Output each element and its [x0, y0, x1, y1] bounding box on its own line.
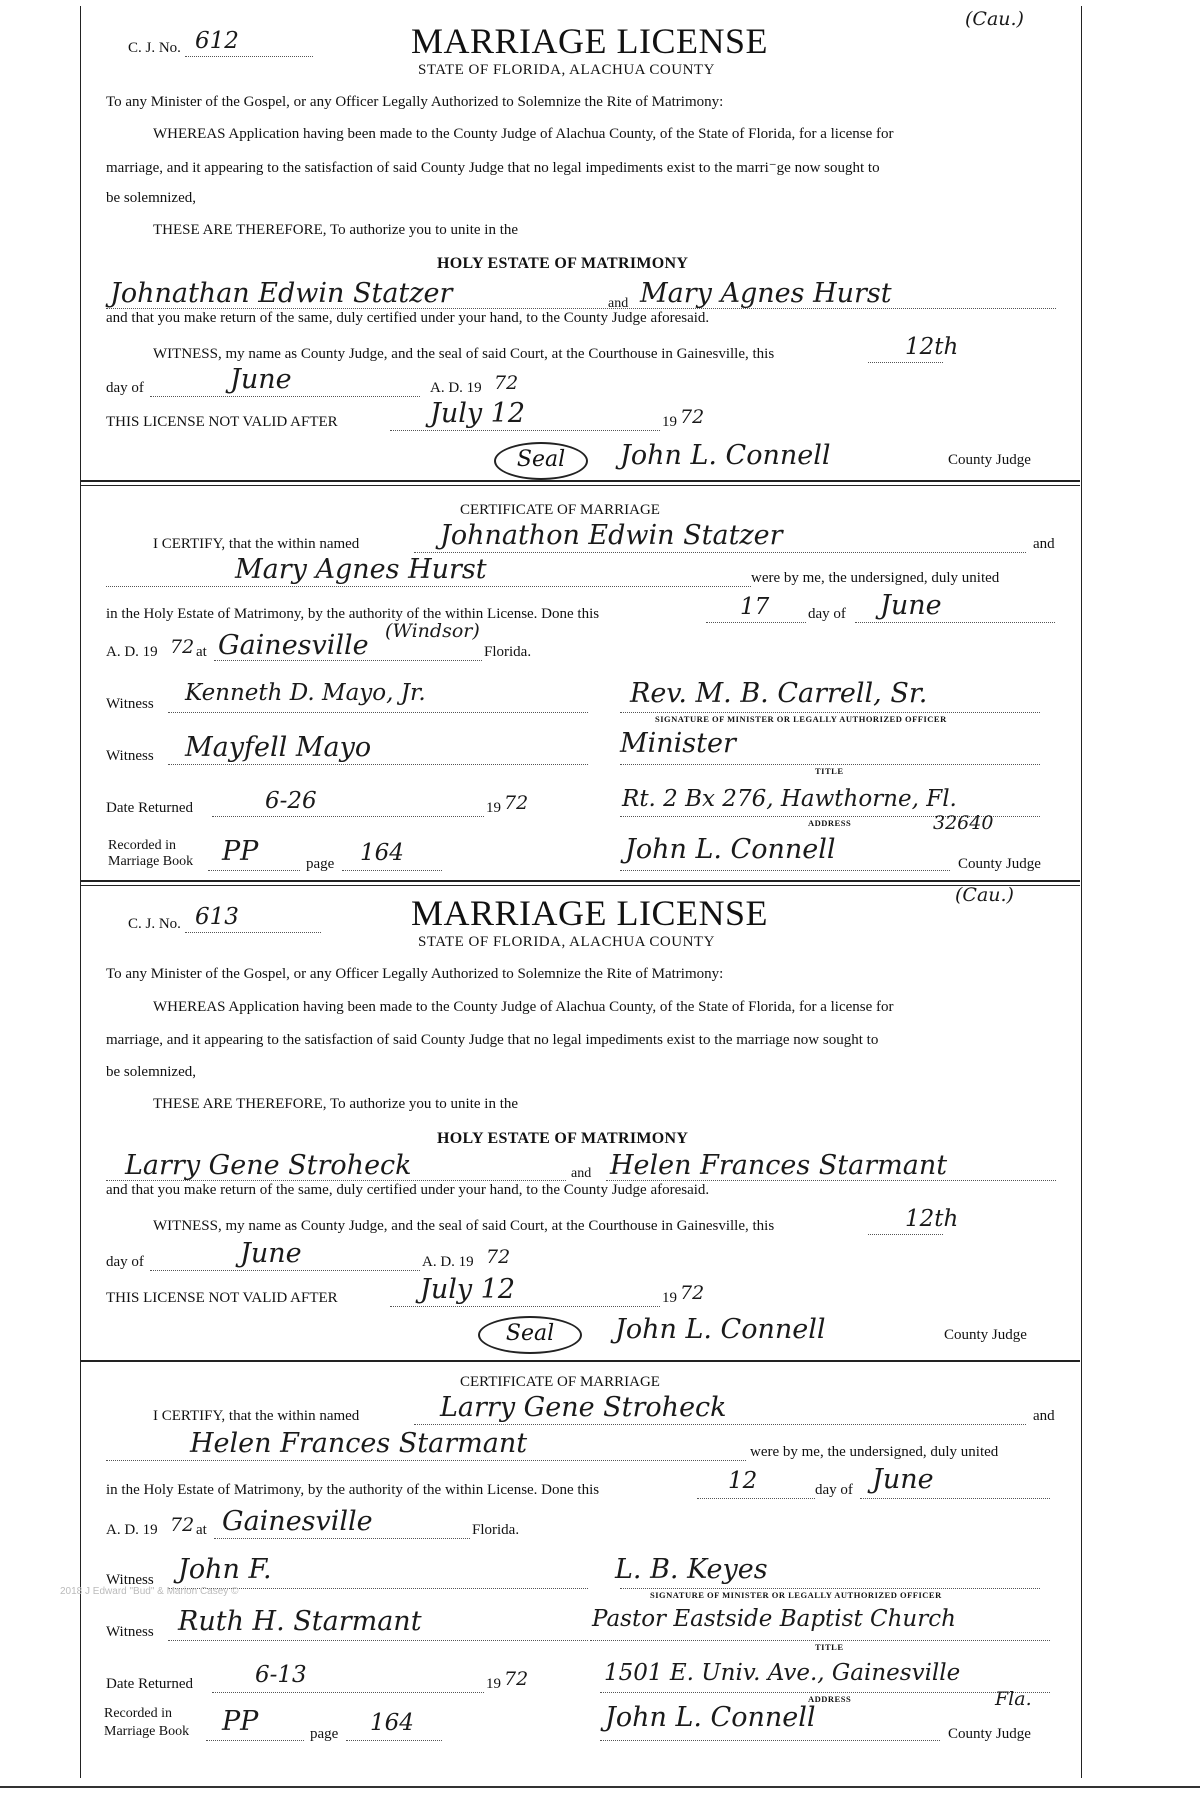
not-valid-date: July 12 — [430, 398, 526, 429]
holy-estate-heading: HOLY ESTATE OF MATRIMONY — [437, 1130, 689, 1147]
officiant-address: Rt. 2 Bx 276, Hawthorne, Fl. — [622, 786, 957, 812]
recorder-signature: John L. Connell — [605, 1702, 816, 1733]
returned-year: 72 — [504, 792, 529, 814]
cert-and-word: and — [1033, 1408, 1055, 1424]
bride-name: Helen Frances Starmant — [610, 1150, 948, 1181]
bride-name: Mary Agnes Hurst — [640, 278, 892, 309]
holy-estate-heading: HOLY ESTATE OF MATRIMONY — [437, 255, 689, 272]
florida-label: Florida. — [472, 1522, 520, 1538]
witness-label-1: Witness — [106, 1572, 154, 1588]
page-label: page — [306, 856, 335, 872]
license-title: MARRIAGE LICENSE — [411, 893, 768, 933]
ad-label-2: A. D. 19 — [106, 644, 158, 660]
whereas-line-2: marriage, and it appearing to the satisfaction of said County Judge that no legal impediments exist to the marriage now sought to — [106, 1032, 879, 1048]
not-valid-year: 72 — [680, 1282, 705, 1304]
returned-year-label: 19 — [486, 1676, 501, 1692]
cj-number: 613 — [195, 904, 239, 930]
and-word: and — [571, 1166, 592, 1181]
not-valid-year-label: 19 — [662, 1290, 677, 1306]
date-returned: 6-13 — [255, 1662, 307, 1688]
officiant-address: 1501 E. Univ. Ave., Gainesville — [604, 1660, 961, 1686]
cert-bride-name: Mary Agnes Hurst — [235, 554, 487, 585]
address-zip: 32640 — [933, 812, 994, 834]
bottom-rule — [0, 1786, 1200, 1788]
returned-year: 72 — [504, 1668, 529, 1690]
not-valid-label: THIS LICENSE NOT VALID AFTER — [106, 414, 338, 430]
county-judge-label-2: County Judge — [948, 1726, 1031, 1742]
whereas-line-3: be solemnized, — [106, 1064, 196, 1080]
officiant-signature: L. B. Keyes — [615, 1554, 768, 1585]
certify-label: I CERTIFY, that the within named — [153, 1408, 360, 1424]
issue-month: June — [230, 364, 292, 395]
issue-day: 12th — [905, 1206, 959, 1232]
whereas-line-1: WHEREAS Application having been made to the County Judge of Alachua County, of the State of Florida, for a license for — [153, 126, 894, 142]
recorder-signature: John L. Connell — [625, 834, 836, 865]
witness-label-2: Witness — [106, 748, 154, 764]
whereas-line-3: be solemnized, — [106, 190, 196, 206]
address-zip: Fla. — [995, 1688, 1032, 1710]
marriage-book: PP — [222, 836, 259, 867]
witness-line: WITNESS, my name as County Judge, and the seal of said Court, at the Courthouse in Gainesville, this — [153, 1218, 775, 1234]
seal-mark: Seal — [478, 1316, 582, 1354]
section-divider — [80, 480, 1080, 486]
page-number: 164 — [360, 840, 404, 866]
ad-label: A. D. 19 — [422, 1254, 474, 1270]
county-judge-label: County Judge — [948, 452, 1031, 468]
and-word: and — [608, 296, 629, 311]
witness-label-1: Witness — [106, 696, 154, 712]
witness-label-2: Witness — [106, 1624, 154, 1640]
signature-caption: SIGNATURE OF MINISTER OR LEGALLY AUTHORIZED OFFICER — [650, 1590, 942, 1600]
recorded-label-1: Recorded in — [104, 1706, 173, 1721]
marriage-place: Gainesville — [218, 630, 369, 661]
certify-label: I CERTIFY, that the within named — [153, 536, 360, 552]
county-judge-label: County Judge — [944, 1327, 1027, 1343]
return-line: and that you make return of the same, duly certified under your hand, to the County Judge aforesaid. — [106, 310, 710, 326]
done-day: 17 — [740, 594, 770, 620]
ad-label: A. D. 19 — [430, 380, 482, 396]
license-title: MARRIAGE LICENSE — [411, 21, 768, 61]
witness-1-name: John F. — [178, 1554, 272, 1585]
therefore-line: THESE ARE THEREFORE, To authorize you to unite in the — [153, 1096, 519, 1112]
day-of-label-2: day of — [808, 606, 846, 622]
officiant-title: Pastor Eastside Baptist Church — [592, 1606, 956, 1632]
groom-name: Johnathan Edwin Statzer — [110, 278, 453, 309]
whereas-line-2: marriage, and it appearing to the satisfaction of said County Judge that no legal impediments exist to the marri⁻ge now sought to — [106, 160, 880, 176]
issue-day: 12th — [905, 334, 959, 360]
day-of-label: day of — [106, 1254, 144, 1270]
marriage-place: Gainesville — [222, 1506, 373, 1537]
witness-1-name: Kenneth D. Mayo, Jr. — [185, 680, 426, 706]
witness-2-name: Ruth H. Starmant — [178, 1606, 422, 1637]
address-caption: ADDRESS — [808, 818, 852, 828]
salutation: To any Minister of the Gospel, or any Officer Legally Authorized to Solemnize the Rite of Matrimony: — [106, 94, 724, 110]
officiant-title: Minister — [620, 728, 736, 759]
day-of-label: day of — [106, 380, 144, 396]
signature-caption: SIGNATURE OF MINISTER OR LEGALLY AUTHORIZED OFFICER — [655, 714, 947, 724]
cert-groom-name: Larry Gene Stroheck — [440, 1392, 727, 1423]
corner-note: (Cau.) — [955, 884, 1014, 906]
not-valid-date: July 12 — [420, 1274, 516, 1305]
date-returned-label: Date Returned — [106, 1676, 194, 1692]
cj-number: 612 — [195, 28, 239, 54]
issue-month: June — [240, 1238, 302, 1269]
done-month: June — [880, 590, 942, 621]
judge-signature: John L. Connell — [615, 1314, 826, 1345]
witness-line: WITNESS, my name as County Judge, and the seal of said Court, at the Courthouse in Gainesville, this — [153, 346, 775, 362]
witness-2-name: Mayfell Mayo — [185, 732, 372, 763]
recorded-label-2: Marriage Book — [104, 1724, 190, 1739]
done-day: 12 — [728, 1468, 758, 1494]
corner-note: (Cau.) — [965, 8, 1024, 30]
address-caption: ADDRESS — [808, 1694, 852, 1704]
salutation: To any Minister of the Gospel, or any Officer Legally Authorized to Solemnize the Rite of Matrimony: — [106, 966, 724, 982]
cj-label: C. J. No. — [128, 916, 181, 932]
holy-estate-text: in the Holy Estate of Matrimony, by the authority of the within License. Done this — [106, 606, 600, 622]
done-month: June — [872, 1464, 934, 1495]
holy-estate-text: in the Holy Estate of Matrimony, by the authority of the within License. Done this — [106, 1482, 600, 1498]
place-note: (Windsor) — [385, 620, 480, 642]
date-returned: 6-26 — [265, 788, 317, 814]
at-label: at — [196, 1522, 207, 1538]
not-valid-year: 72 — [680, 406, 705, 428]
cj-label: C. J. No. — [128, 40, 181, 56]
page-label: page — [310, 1726, 339, 1742]
certificate-title: CERTIFICATE OF MARRIAGE — [460, 1374, 660, 1390]
at-label: at — [196, 644, 207, 660]
return-line: and that you make return of the same, duly certified under your hand, to the County Judge aforesaid. — [106, 1182, 710, 1198]
title-caption: TITLE — [815, 1642, 844, 1652]
license-divider — [80, 880, 1080, 886]
cert-bride-name: Helen Frances Starmant — [190, 1428, 528, 1459]
issue-year: 72 — [494, 372, 519, 394]
whereas-line-1: WHEREAS Application having been made to the County Judge of Alachua County, of the State of Florida, for a license for — [153, 999, 894, 1015]
returned-year-label: 19 — [486, 800, 501, 816]
recorded-label-1: Recorded in — [108, 838, 177, 853]
county-judge-label-2: County Judge — [958, 856, 1041, 872]
license-subtitle: STATE OF FLORIDA, ALACHUA COUNTY — [418, 934, 715, 950]
ad-label-2: A. D. 19 — [106, 1522, 158, 1538]
done-year: 72 — [170, 636, 195, 658]
united-text: were by me, the undersigned, duly united — [750, 1444, 999, 1460]
day-of-label-2: day of — [815, 1482, 853, 1498]
date-returned-label: Date Returned — [106, 800, 194, 816]
officiant-signature: Rev. M. B. Carrell, Sr. — [630, 678, 928, 709]
page-number: 164 — [370, 1710, 414, 1736]
therefore-line: THESE ARE THEREFORE, To authorize you to unite in the — [153, 222, 519, 238]
section-divider — [80, 1360, 1080, 1362]
license-subtitle: STATE OF FLORIDA, ALACHUA COUNTY — [418, 62, 715, 78]
florida-label: Florida. — [484, 644, 532, 660]
judge-signature: John L. Connell — [620, 440, 831, 471]
cert-and-word: and — [1033, 536, 1055, 552]
copyright-watermark: 2018 J Edward "Bud" & Marion Casey © — [60, 1586, 239, 1597]
marriage-book: PP — [222, 1706, 259, 1737]
not-valid-label: THIS LICENSE NOT VALID AFTER — [106, 1290, 338, 1306]
certificate-title: CERTIFICATE OF MARRIAGE — [460, 502, 660, 518]
united-text: were by me, the undersigned, duly united — [751, 570, 1000, 586]
done-year: 72 — [170, 1514, 195, 1536]
seal-mark: Seal — [494, 442, 588, 480]
cert-groom-name: Johnathon Edwin Statzer — [440, 520, 783, 551]
not-valid-year-label: 19 — [662, 414, 677, 430]
issue-year: 72 — [486, 1246, 511, 1268]
groom-name: Larry Gene Stroheck — [125, 1150, 412, 1181]
recorded-label-2: Marriage Book — [108, 854, 194, 869]
title-caption: TITLE — [815, 766, 844, 776]
